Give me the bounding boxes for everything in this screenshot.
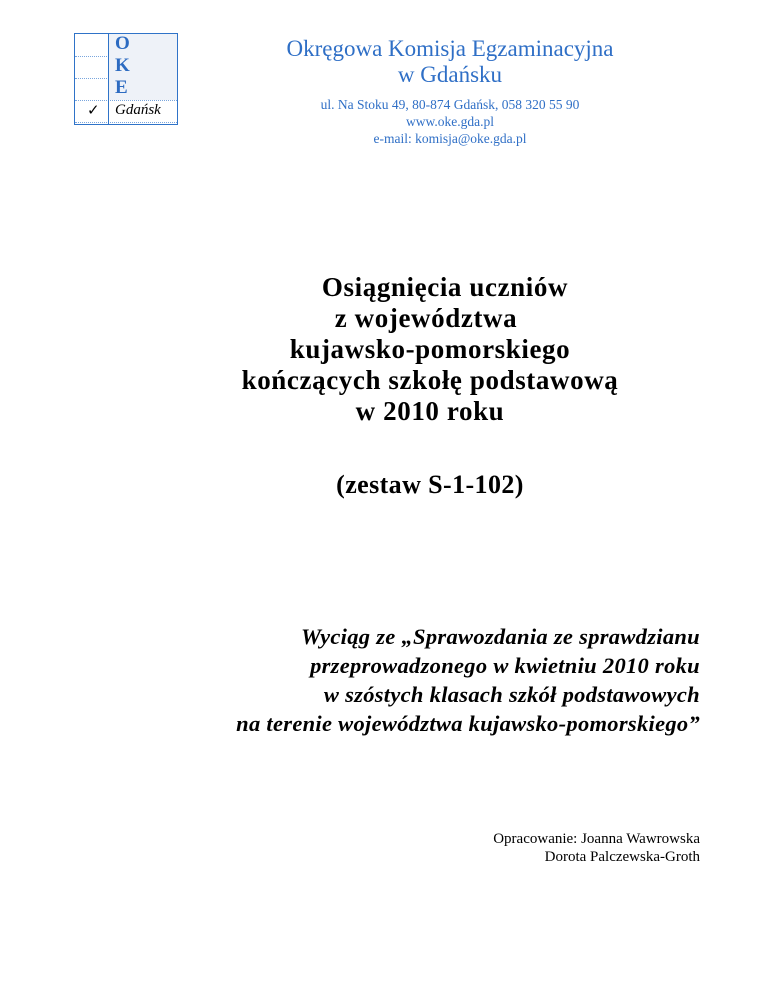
title-line-2: z województwa (334, 303, 518, 333)
organization-name (240, 36, 660, 88)
website-link[interactable]: www.oke.gda.pl (406, 114, 494, 129)
logo-letter-o: O (115, 33, 130, 54)
exam-set-code: (zestaw S-1-102) (336, 470, 524, 499)
logo-divider (108, 34, 109, 124)
address: ul. Na Stoku 49, 80-874 Gdańsk, 058 320 55 90 (320, 97, 580, 112)
title-line-1: Osiągnięcia uczniów (321, 272, 569, 302)
logo-letter-e: E (115, 77, 128, 98)
extract-line-1: Wyciąg ze „Sprawozdania ze sprawdzianu (301, 624, 700, 649)
checkmark-icon: ✓ (87, 101, 100, 119)
title-line-3: kujawsko-pomorskiego (289, 334, 571, 364)
contact-block (240, 96, 660, 147)
title-line-5: w 2010 roku (355, 396, 505, 426)
logo-city: Gdańsk (115, 102, 161, 118)
logo-letter-k: K (115, 55, 130, 76)
document-title (200, 272, 660, 427)
extract-line-4: na terenie województwa kujawsko-pomorskiego” (236, 711, 700, 736)
org-name-line2: w Gdańsku (397, 62, 503, 87)
extract-line-3: w szóstych klasach szkół podstawowych (323, 682, 700, 707)
logo-row-e (75, 78, 177, 101)
logo-row-city (75, 100, 177, 123)
email-link[interactable]: e-mail: komisja@oke.gda.pl (373, 131, 527, 146)
oke-logo (74, 33, 178, 125)
authors-block (380, 830, 700, 866)
logo-row-o (75, 34, 177, 57)
extract-line-2: przeprowadzonego w kwietniu 2010 roku (310, 653, 700, 678)
logo-row-k (75, 56, 177, 79)
author-line-2: Dorota Palczewska-Groth (544, 849, 700, 865)
report-extract-subtitle (110, 622, 700, 738)
org-name-line1: Okręgowa Komisja Egzaminacyjna (286, 36, 614, 61)
title-line-4: kończących szkołę podstawową (241, 365, 619, 395)
author-line-1: Opracowanie: Joanna Wawrowska (493, 831, 700, 847)
